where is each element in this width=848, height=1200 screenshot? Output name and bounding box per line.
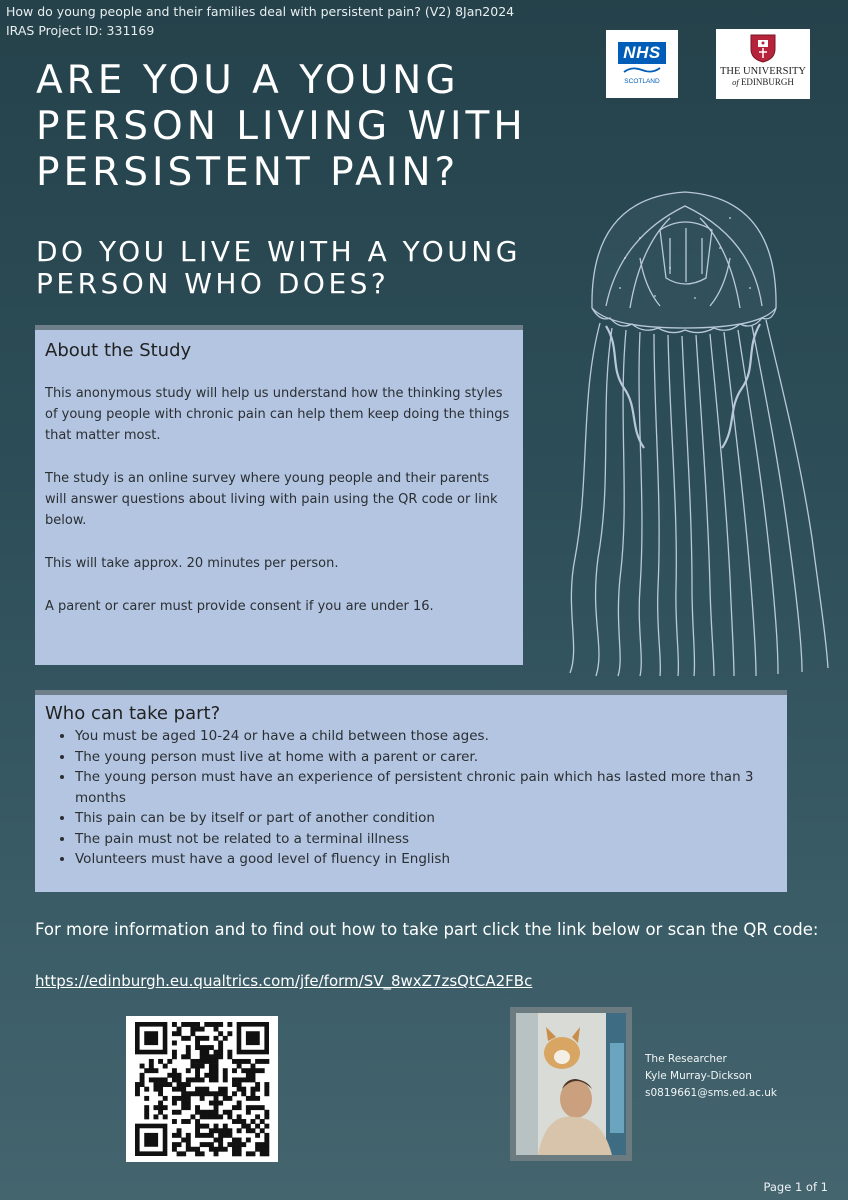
eligibility-item: • The pain must not be related to a terminal illness bbox=[75, 829, 777, 850]
about-paragraph: This will take approx. 20 minutes per person. bbox=[45, 556, 339, 571]
researcher-name: Kyle Murray-Dickson bbox=[645, 1070, 752, 1082]
researcher-details bbox=[645, 1051, 777, 1102]
subheadline: DO YOU LIVE WITH A YOUNG PERSON WHO DOES? bbox=[36, 235, 521, 300]
about-paragraph: The study is an online survey where young people and their parents will answer questions about living with pain using the QR code or link below. bbox=[45, 471, 498, 528]
headline: ARE YOU A YOUNG PERSON LIVING WITH PERSISTENT PAIN? bbox=[36, 58, 527, 195]
about-paragraph: This anonymous study will help us understand how the thinking styles of young people with chronic pain can help them keep doing the things that matter most. bbox=[45, 386, 510, 443]
about-study-title: About the Study bbox=[45, 340, 192, 361]
researcher-email[interactable]: s0819661@sms.ed.ac.uk bbox=[645, 1087, 777, 1099]
saltire-wave-icon bbox=[622, 66, 662, 74]
nhs-mark: NHS bbox=[618, 42, 665, 64]
more-info-text: For more information and to find out how to take part click the link below or scan the QR code: bbox=[35, 920, 819, 939]
qr-code-icon bbox=[126, 1016, 278, 1162]
eligibility-item: • The young person must live at home with a parent or carer. bbox=[75, 747, 777, 768]
eligibility-item: • You must be aged 10-24 or have a child between those ages. bbox=[75, 726, 777, 747]
nhs-scotland-logo bbox=[606, 30, 678, 98]
researcher-photo bbox=[510, 1007, 632, 1161]
study-title: How do young people and their families deal with persistent pain? (V2) 8Jan2024 bbox=[6, 4, 515, 19]
survey-link[interactable]: https://edinburgh.eu.qualtrics.com/jfe/form/SV_8wxZ7zsQtCA2FBc bbox=[35, 972, 533, 990]
university-name-line1: THE UNIVERSITY bbox=[719, 66, 807, 77]
page-number: Page 1 of 1 bbox=[763, 1180, 828, 1194]
who-can-take-part-title: Who can take part? bbox=[45, 703, 221, 724]
about-paragraph: A parent or carer must provide consent if you are under 16. bbox=[45, 599, 434, 614]
eligibility-item: • Volunteers must have a good level of fluency in English bbox=[75, 849, 777, 870]
university-name-line2: of EDINBURGH bbox=[732, 77, 794, 87]
iras-project-id: IRAS Project ID: 331169 bbox=[6, 23, 155, 38]
eligibility-list bbox=[45, 726, 777, 870]
jellyfish-illustration bbox=[520, 178, 848, 678]
about-study-panel bbox=[35, 325, 523, 665]
eligibility-item: • This pain can be by itself or part of another condition bbox=[75, 808, 777, 829]
university-of-edinburgh-logo bbox=[716, 29, 810, 99]
nhs-region: SCOTLAND bbox=[624, 78, 660, 85]
researcher-with-cat-image bbox=[516, 1013, 626, 1155]
header-meta bbox=[6, 2, 514, 40]
survey-qr-code[interactable] bbox=[126, 1016, 278, 1162]
eligibility-item: • The young person must have an experience of persistent chronic pain which has lasted more than 3 months bbox=[75, 767, 777, 808]
who-can-take-part-panel bbox=[35, 690, 787, 892]
researcher-label: The Researcher bbox=[645, 1053, 727, 1065]
university-crest-icon bbox=[749, 33, 777, 63]
